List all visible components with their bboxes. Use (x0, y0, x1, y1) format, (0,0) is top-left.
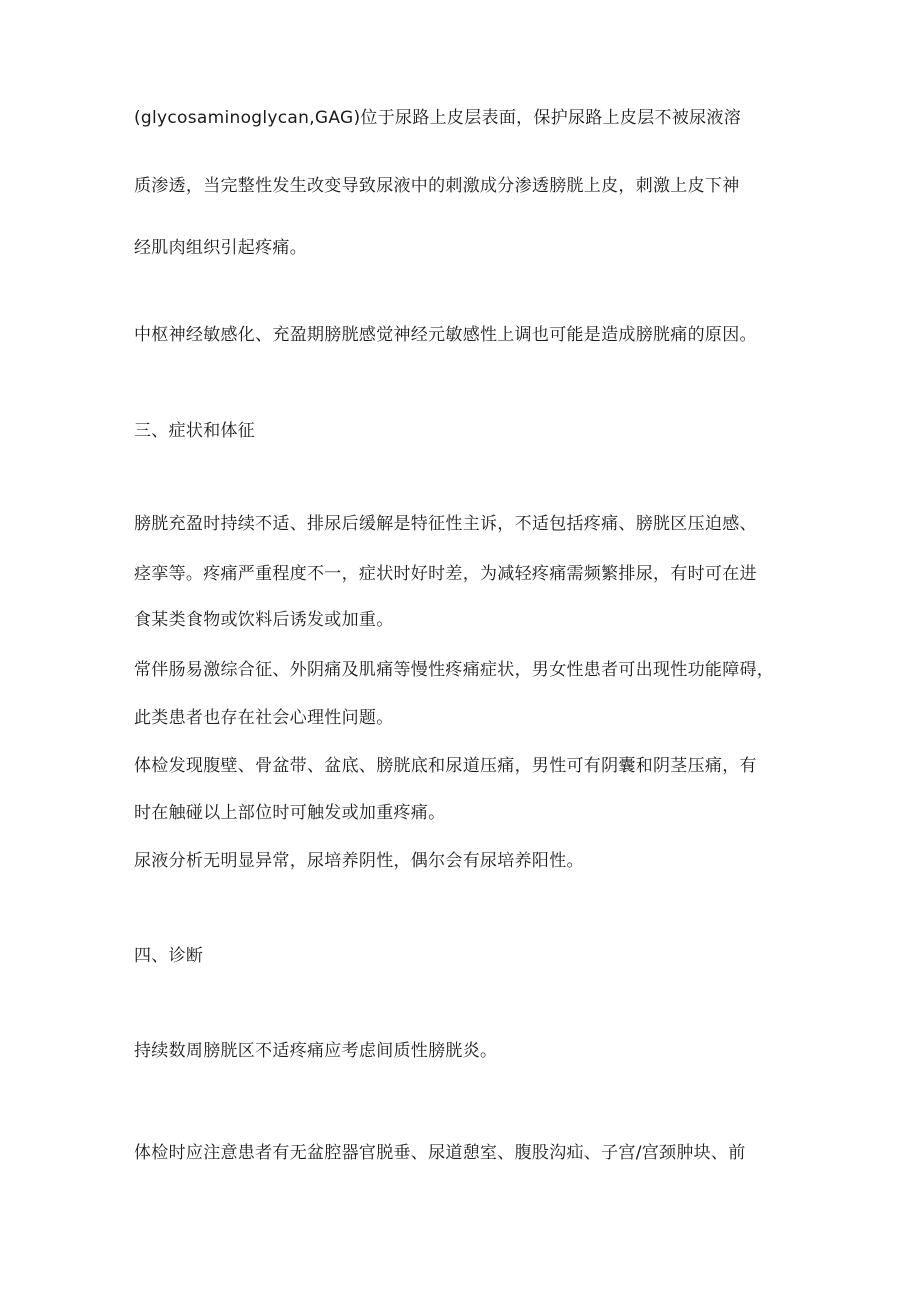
paragraph-3-line-3: 食某类食物或饮料后诱发或加重。 (134, 610, 394, 630)
section-heading-symptoms: 三、症状和体征 (134, 421, 256, 441)
paragraph-4-line-1: 常伴肠易激综合征、外阴痛及肌痛等慢性疼痛症状，男女性患者可出现性功能障碍， (134, 660, 775, 680)
paragraph-2-line-1: 中枢神经敏感化、充盈期膀胱感觉神经元敏感性上调也可能是造成膀胱痛的原因。 (134, 325, 757, 345)
paragraph-1-line-1: (glycosaminoglycan,GAG)位于尿路上皮层表面，保护尿路上皮层不被尿液溶 (134, 108, 742, 128)
paragraph-7-line-1: 持续数周膀胱区不适疼痛应考虑间质性膀胱炎。 (134, 1041, 498, 1061)
section-heading-diagnosis: 四、诊断 (134, 946, 204, 966)
paragraph-3-line-1: 膀胱充盈时持续不适、排尿后缓解是特征性主诉，不适包括疼痛、膀胱区压迫感、 (134, 514, 757, 534)
paragraph-5-line-2: 时在触碰以上部位时可触发或加重疼痛。 (134, 803, 446, 823)
paragraph-3-line-2: 痉挛等。疼痛严重程度不一，症状时好时差，为减轻疼痛需频繁排尿，有时可在进 (134, 564, 757, 584)
paragraph-1-line-3: 经肌肉组织引起疼痛。 (134, 238, 307, 258)
paragraph-1-line-2: 质渗透，当完整性发生改变导致尿液中的刺激成分渗透膀胱上皮，刺激上皮下神 (134, 176, 740, 196)
paragraph-6-line-1: 尿液分析无明显异常，尿培养阴性，偶尔会有尿培养阳性。 (134, 851, 584, 871)
paragraph-4-line-2: 此类患者也存在社会心理性问题。 (134, 708, 394, 728)
paragraph-8-line-1: 体检时应注意患者有无盆腔器官脱垂、尿道憩室、腹股沟疝、子宫/宫颈肿块、前 (134, 1143, 746, 1163)
paragraph-5-line-1: 体检发现腹壁、骨盆带、盆底、膀胱底和尿道压痛，男性可有阴囊和阴茎压痛，有 (134, 756, 757, 776)
